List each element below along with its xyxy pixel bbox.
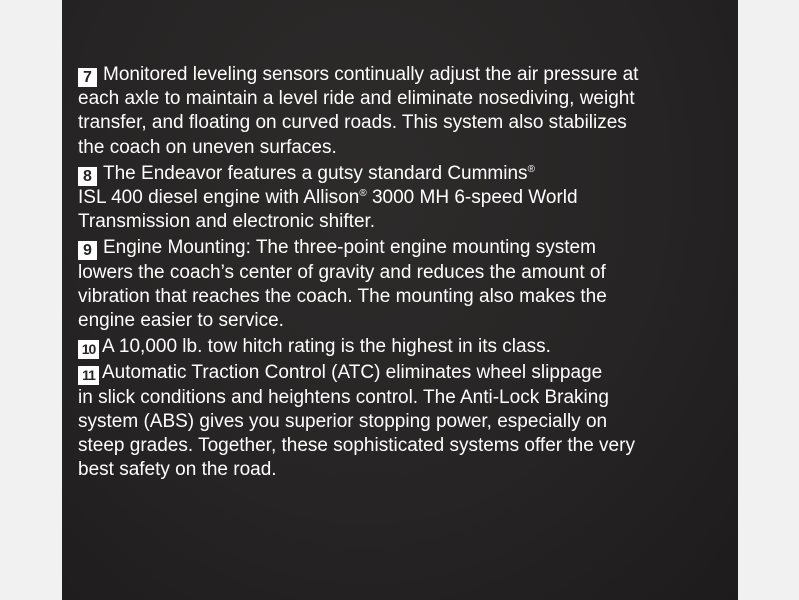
feature-text: vibration that reaches the coach. The mounting also makes the (78, 285, 607, 307)
feature-item-8 (78, 162, 728, 235)
feature-line (78, 335, 728, 359)
feature-text: best safety on the road. (78, 459, 277, 481)
feature-number-badge: 7 (78, 68, 97, 87)
feature-text: Automatic Traction Control (ATC) eliminates wheel slippage (102, 362, 603, 384)
feature-item-11 (78, 361, 728, 482)
feature-number-badge: 11 (78, 366, 99, 385)
feature-text: ISL 400 diesel engine with Allison® 3000 MH 6-speed World (78, 187, 578, 209)
feature-text: transfer, and floating on curved roads. This system also stabilizes (78, 112, 627, 134)
feature-number-badge: 9 (78, 241, 97, 260)
feature-number-badge: 8 (78, 167, 97, 186)
feature-list (78, 63, 728, 484)
feature-text: Monitored leveling sensors continually adjust the air pressure at (103, 64, 639, 85)
feature-text: steep grades. Together, these sophisticated systems offer the very (78, 435, 635, 457)
feature-text: Transmission and electronic shifter. (78, 211, 376, 233)
brochure-page (62, 0, 738, 600)
feature-line (78, 162, 728, 186)
feature-item-10 (78, 335, 728, 359)
feature-line (78, 63, 728, 87)
feature-text: A 10,000 lb. tow hitch rating is the highest in its class. (102, 336, 551, 358)
feature-text: each axle to maintain a level ride and eliminate nosediving, weight (78, 88, 635, 110)
feature-text: The Endeavor features a gutsy standard Cummins® (103, 162, 535, 184)
feature-text: Engine Mounting: The three-point engine mounting system (103, 237, 596, 259)
feature-text: lowers the coach’s center of gravity and reduces the amount of (78, 261, 606, 283)
feature-text: the coach on uneven surfaces. (78, 136, 337, 158)
feature-item-7 (78, 63, 728, 160)
feature-text: system (ABS) gives you superior stopping power, especially on (78, 410, 608, 432)
feature-text: in slick conditions and heightens control. The Anti-Lock Braking (78, 386, 609, 408)
feature-text: engine easier to service. (78, 310, 284, 332)
feature-line (78, 361, 728, 385)
feature-number-badge: 10 (78, 340, 99, 359)
feature-item-9 (78, 236, 728, 333)
feature-line (78, 236, 728, 260)
